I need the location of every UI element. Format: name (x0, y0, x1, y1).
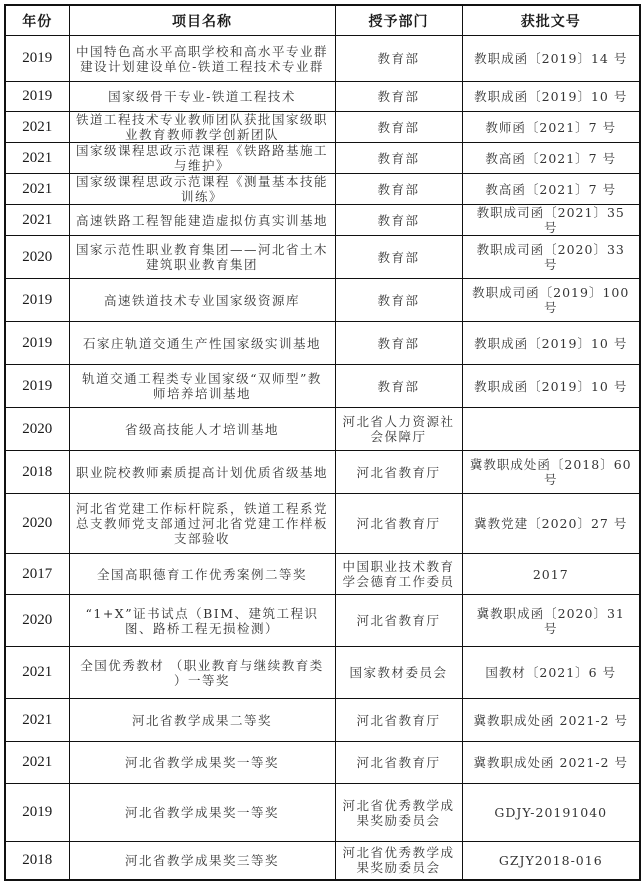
year-cell: 2019 (5, 82, 69, 112)
granting-dept-cell: 中国职业技术教育学会德育工作委员 (335, 554, 462, 595)
project-name-cell: 国家示范性职业教育集团——河北省土木建筑职业教育集团 (69, 236, 335, 279)
year-cell: 2020 (5, 595, 69, 647)
table-row (5, 554, 640, 595)
approval-doc-cell: 教职成函〔2019〕14 号 (462, 36, 640, 82)
approval-doc-cell: 冀教职成处函 2021-2 号 (462, 742, 640, 784)
project-name-cell: 省级高技能人才培训基地 (69, 408, 335, 451)
table-row (5, 279, 640, 322)
year-cell: 2019 (5, 279, 69, 322)
project-name-cell: 河北省党建工作标杆院系，铁道工程系党总支教师党支部通过河北省党建工作样板支部验收 (69, 494, 335, 554)
project-name-cell: 全国优秀教材 （职业教育与继续教育类 ）一等奖 (69, 647, 335, 699)
table-row (5, 784, 640, 842)
approval-doc-cell: 教高函〔2021〕7 号 (462, 174, 640, 205)
table-row (5, 205, 640, 236)
approval-doc-cell: 教职成司函〔2021〕35 号 (462, 205, 640, 236)
table-row (5, 143, 640, 174)
granting-dept-cell: 教育部 (335, 365, 462, 408)
table-row (5, 595, 640, 647)
project-name-cell: 河北省教学成果奖一等奖 (69, 784, 335, 842)
granting-dept-cell: 教育部 (335, 112, 462, 143)
granting-dept-cell: 教育部 (335, 236, 462, 279)
year-cell: 2019 (5, 365, 69, 408)
granting-dept-cell: 河北省教育厅 (335, 494, 462, 554)
project-name-cell: 高速铁道技术专业国家级资源库 (69, 279, 335, 322)
table-row (5, 36, 640, 82)
granting-dept-cell: 河北省人力资源社会保障厅 (335, 408, 462, 451)
approval-doc-cell: 冀教党建〔2020〕27 号 (462, 494, 640, 554)
year-cell: 2021 (5, 205, 69, 236)
project-name-cell: 国家级骨干专业-铁道工程技术 (69, 82, 335, 112)
header-approval-doc: 获批文号 (462, 5, 640, 36)
approval-doc-cell: GDJY-20191040 (462, 784, 640, 842)
awards-table (4, 4, 641, 881)
project-name-cell: “1+X”证书试点（BIM、建筑工程识图、路桥工程无损检测） (69, 595, 335, 647)
approval-doc-cell: 教职成司函〔2020〕33 号 (462, 236, 640, 279)
project-name-cell: 全国高职德育工作优秀案例二等奖 (69, 554, 335, 595)
year-cell: 2020 (5, 408, 69, 451)
table-row (5, 82, 640, 112)
approval-doc-cell: 冀教职成函〔2020〕31 号 (462, 595, 640, 647)
project-name-cell: 轨道交通工程类专业国家级“双师型”教师培养培训基地 (69, 365, 335, 408)
header-year: 年份 (5, 5, 69, 36)
year-cell: 2018 (5, 842, 69, 880)
year-cell: 2021 (5, 143, 69, 174)
table-row (5, 451, 640, 494)
header-granting-dept: 授予部门 (335, 5, 462, 36)
granting-dept-cell: 河北省优秀教学成果奖励委员会 (335, 842, 462, 880)
table-row (5, 322, 640, 365)
year-cell: 2018 (5, 451, 69, 494)
project-name-cell: 国家级课程思政示范课程《测量基本技能训练》 (69, 174, 335, 205)
granting-dept-cell: 河北省教育厅 (335, 451, 462, 494)
approval-doc-cell: 2017 (462, 554, 640, 595)
granting-dept-cell: 河北省教育厅 (335, 742, 462, 784)
project-name-cell: 河北省教学成果奖一等奖 (69, 742, 335, 784)
granting-dept-cell: 教育部 (335, 36, 462, 82)
granting-dept-cell: 河北省教育厅 (335, 595, 462, 647)
project-name-cell: 河北省教学成果奖三等奖 (69, 842, 335, 880)
table-row (5, 494, 640, 554)
approval-doc-cell: 教职成函〔2019〕10 号 (462, 322, 640, 365)
approval-doc-cell: 国教材〔2021〕6 号 (462, 647, 640, 699)
year-cell: 2020 (5, 236, 69, 279)
year-cell: 2019 (5, 784, 69, 842)
table-row (5, 408, 640, 451)
approval-doc-cell: 教职成司函〔2019〕100 号 (462, 279, 640, 322)
granting-dept-cell: 教育部 (335, 143, 462, 174)
approval-doc-cell: 教职成函〔2019〕10 号 (462, 82, 640, 112)
approval-doc-cell: 冀教职成处函 2021-2 号 (462, 699, 640, 742)
year-cell: 2019 (5, 36, 69, 82)
table-row (5, 236, 640, 279)
granting-dept-cell: 教育部 (335, 322, 462, 365)
approval-doc-cell: 教师函〔2021〕7 号 (462, 112, 640, 143)
table-row (5, 112, 640, 143)
table-header-row (5, 5, 640, 36)
year-cell: 2017 (5, 554, 69, 595)
granting-dept-cell: 教育部 (335, 205, 462, 236)
table-row (5, 842, 640, 880)
year-cell: 2019 (5, 322, 69, 365)
project-name-cell: 高速铁路工程智能建造虚拟仿真实训基地 (69, 205, 335, 236)
project-name-cell: 河北省教学成果二等奖 (69, 699, 335, 742)
approval-doc-cell: 冀教职成处函〔2018〕60 号 (462, 451, 640, 494)
approval-doc-cell: GZJY2018-016 (462, 842, 640, 880)
project-name-cell: 职业院校教师素质提高计划优质省级基地 (69, 451, 335, 494)
table-row (5, 174, 640, 205)
year-cell: 2021 (5, 112, 69, 143)
approval-doc-cell: 教职成函〔2019〕10 号 (462, 365, 640, 408)
header-project-name: 项目名称 (69, 5, 335, 36)
granting-dept-cell: 教育部 (335, 174, 462, 205)
year-cell: 2020 (5, 494, 69, 554)
project-name-cell: 中国特色高水平高职学校和高水平专业群建设计划建设单位-铁道工程技术专业群 (69, 36, 335, 82)
table-row (5, 647, 640, 699)
table-row (5, 365, 640, 408)
project-name-cell: 石家庄轨道交通生产性国家级实训基地 (69, 322, 335, 365)
granting-dept-cell: 教育部 (335, 279, 462, 322)
year-cell: 2021 (5, 647, 69, 699)
table-row (5, 742, 640, 784)
granting-dept-cell: 河北省教育厅 (335, 699, 462, 742)
granting-dept-cell: 教育部 (335, 82, 462, 112)
approval-doc-cell: 教高函〔2021〕7 号 (462, 143, 640, 174)
year-cell: 2021 (5, 699, 69, 742)
year-cell: 2021 (5, 742, 69, 784)
granting-dept-cell: 河北省优秀教学成果奖励委员会 (335, 784, 462, 842)
project-name-cell: 铁道工程技术专业教师团队获批国家级职业教育教师教学创新团队 (69, 112, 335, 143)
project-name-cell: 国家级课程思政示范课程《铁路路基施工与维护》 (69, 143, 335, 174)
table-row (5, 699, 640, 742)
table-body (5, 36, 640, 880)
granting-dept-cell: 国家教材委员会 (335, 647, 462, 699)
approval-doc-cell (462, 408, 640, 451)
year-cell: 2021 (5, 174, 69, 205)
